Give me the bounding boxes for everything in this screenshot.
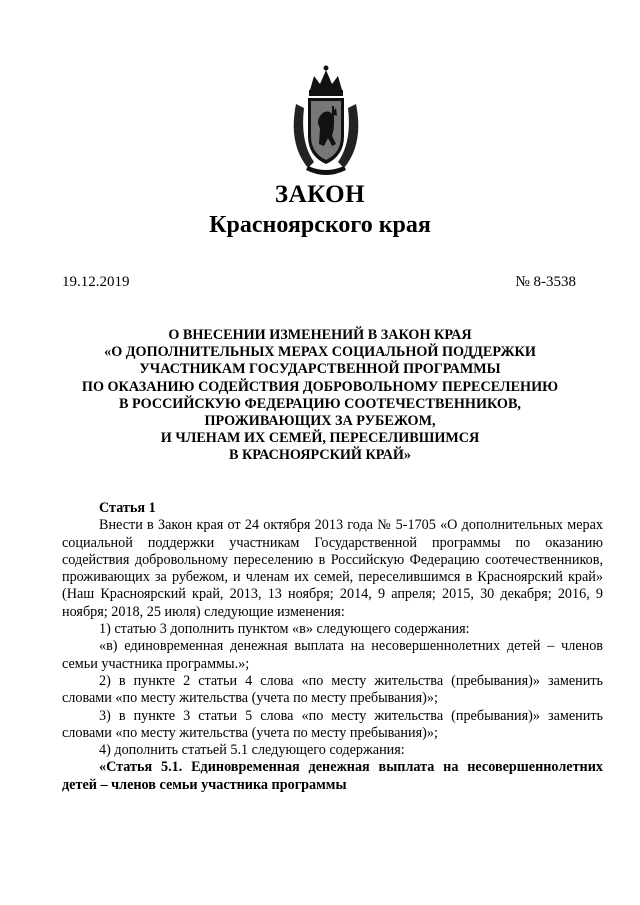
amendment-item-1: 1) статью 3 дополнить пунктом «в» следующего содержания: [99, 621, 470, 638]
heading-line: ПО ОКАЗАНИЮ СОДЕЙСТВИЯ ДОБРОВОЛЬНОМУ ПЕРЕСЕЛЕНИЮ [81, 378, 559, 395]
amendment-item-1-text: «в) единовременная денежная выплата на несовершеннолетних детей – членов семьи участника программы.»; [62, 638, 603, 672]
document-title: ЗАКОН [274, 181, 366, 208]
heading-line: О ВНЕСЕНИИ ИЗМЕНЕНИЙ В ЗАКОН КРАЯ [168, 327, 472, 343]
heading-line: И ЧЛЕНАМ ИХ СЕМЕЙ, ПЕРЕСЕЛИВШИМСЯ [160, 430, 480, 447]
amendment-item-3: 3) в пункте 3 статьи 5 слова «по месту жительства (пребывания)» заменить словами «по месту жительства (учета по месту пребывания)»; [62, 707, 603, 741]
law-number: № 8-3538 [515, 274, 576, 290]
new-article-title-line-2: детей – членов семьи участника программы [62, 776, 347, 793]
document-subtitle: Красноярского края [209, 212, 431, 238]
heading-line: В РОССИЙСКУЮ ФЕДЕРАЦИЮ СООТЕЧЕСТВЕННИКОВ, [119, 395, 521, 412]
article-title: Статья 1 [99, 500, 156, 516]
heading-line: УЧАСТНИКАМ ГОСУДАРСТВЕННОЙ ПРОГРАММЫ [139, 361, 501, 378]
heading-line: В КРАСНОЯРСКИЙ КРАЙ» [228, 447, 412, 464]
krasnoyarsk-coat-of-arms-icon [286, 64, 366, 180]
article-intro: Внести в Закон края от 24 октября 2013 года № 5-1705 «О дополнительных мерах социальной поддержки участникам Государственной программы по оказанию содействия добровольному переселению в Российскую Федерацию соотечественников, проживающих за рубежом, и членам их семей, переселившимся в Красноярский край» (Наш Красноярский край, 2013, 13 ноября; 2014, 9 апреля; 2015, 30 декабря; 2016, 9 ноября; 2018, 25 июля) следующие изменения: [62, 517, 603, 620]
heading-line: «О ДОПОЛНИТЕЛЬНЫХ МЕРАХ СОЦИАЛЬНОЙ ПОДДЕРЖКИ [104, 344, 536, 361]
amendment-item-2: 2) в пункте 2 статьи 4 слова «по месту жительства (пребывания)» заменить словами «по месту жительства (учета по месту пребывания)»; [62, 672, 603, 707]
law-body [62, 500, 603, 794]
law-date: 19.12.2019 [62, 274, 130, 290]
amendment-item-4: 4) дополнить статьей 5.1 следующего содержания: [99, 742, 405, 759]
heading-line: ПРОЖИВАЮЩИХ ЗА РУБЕЖОМ, [204, 413, 436, 430]
law-heading [60, 327, 580, 465]
new-article-title-line-1: «Статья 5.1. Единовременная денежная выплата на несовершеннолетних [99, 759, 603, 776]
